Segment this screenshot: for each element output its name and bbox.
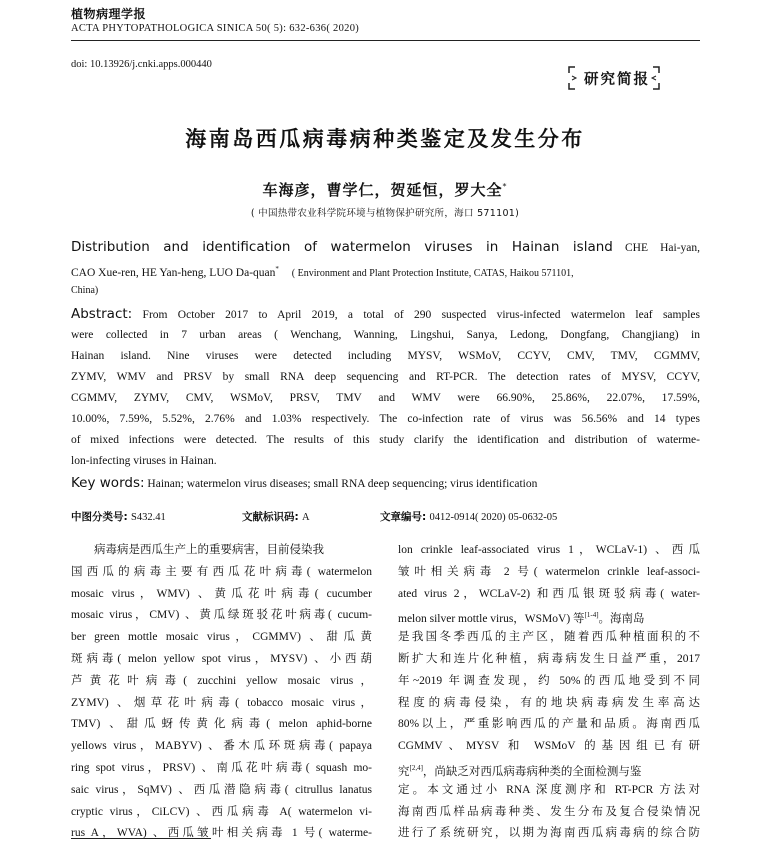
authors-cn bbox=[0, 179, 770, 200]
affiliation-cn: ( 中国热带农业科学院环境与植物保护研究所，海口 571101) bbox=[250, 208, 520, 219]
body-line: rus A，WVA) 、西瓜皱叶相关病毒 1 号( waterme- bbox=[71, 827, 372, 840]
footnote-rule bbox=[71, 838, 211, 839]
english-authors-line2: CAO Xue-ren, HE Yan-heng, LUO Da-quan bbox=[71, 266, 276, 279]
body-line: 进行了系统研究，以期为海南西瓜病毒病的综合防 bbox=[398, 827, 700, 840]
body-line: CGMMV、MYSV 和 WSMoV 的基因组已有研 bbox=[398, 740, 700, 753]
english-affiliation: ( Environment and Plant Protection Institute, CATAS, Haikou 571101, bbox=[291, 267, 574, 279]
body-line: TMV) 、甜瓜蚜传黄化病毒( melon aphid-borne bbox=[71, 718, 372, 731]
body-line: 80%以上，严重影响西瓜的产量和品质。海南西瓜 bbox=[398, 718, 700, 731]
doc-code-label: 文献标识码: bbox=[242, 511, 299, 523]
body-line: ber green mottle mosaic virus，CGMMV) 、甜瓜黄 bbox=[71, 631, 372, 644]
abstract-line: lon-infecting viruses in Hainan. bbox=[71, 455, 217, 467]
clc-value: S432.41 bbox=[131, 512, 166, 523]
journal-name-cn: 植物病理学报 bbox=[71, 7, 147, 21]
keywords-label: Key words: bbox=[71, 475, 145, 491]
english-title-line bbox=[71, 237, 700, 259]
abstract-line: were collected in 7 urban areas ( Wenchang, Wanning, Lingshui, Sanya, Ledong, Dongfang, Changjiang) in bbox=[71, 329, 700, 341]
abstract-text-0: From October 2017 to April 2019, a total of 290 suspected virus-infected watermelon leaf samples bbox=[142, 309, 700, 321]
citation: [2,4] bbox=[409, 763, 423, 772]
english-authors-line bbox=[71, 259, 700, 280]
english-corresponding-mark: * bbox=[275, 265, 279, 273]
body-line: yellows virus，MABYV) 、番木瓜环斑病毒( papaya bbox=[71, 740, 372, 753]
abstract-line bbox=[71, 304, 700, 325]
abstract bbox=[71, 304, 700, 494]
body-line: mosaic virus，WMV) 、黄瓜花叶病毒( cucumber bbox=[71, 587, 372, 600]
body-line-text: ，尚缺乏对西瓜病毒病种类的全面检测与鉴 bbox=[422, 765, 642, 778]
keywords-line bbox=[71, 473, 700, 494]
authors-cn-text: 车海彦，曹学仁，贺延恒，罗大全 bbox=[262, 181, 503, 199]
english-title: Distribution and identification of watermelon viruses in Hainan island bbox=[71, 239, 613, 255]
body-line: 定。本文通过小 RNA 深度测序和 RT-PCR 方法对 bbox=[398, 783, 700, 796]
body-line-text: 。海南岛 bbox=[598, 613, 645, 626]
keywords-text: Hainan; watermelon virus diseases; small RNA deep sequencing; virus identification bbox=[147, 478, 538, 490]
body-right-column bbox=[398, 540, 700, 845]
body-left-column bbox=[71, 540, 372, 845]
body-line: ring spot virus，PRSV) 、南瓜花叶病毒( squash mo- bbox=[71, 761, 372, 774]
english-authors-line1: CHE Hai-yan, bbox=[624, 242, 700, 254]
section-badge bbox=[566, 64, 662, 92]
body-line: ZYMV) 、烟草花叶病毒( tobacco mosaic virus， bbox=[71, 696, 372, 709]
abstract-line: CGMMV, ZYMV, CMV, WSMoV, PRSV, TMV and WMV were 66.90%, 25.86%, 22.07%, 17.59%, bbox=[71, 392, 700, 404]
article-number bbox=[380, 509, 557, 524]
abstract-line: of mixed infections were detected. The results of this study clarify the identification and distribution of waterme- bbox=[71, 434, 700, 446]
clc-label: 中图分类号: bbox=[71, 511, 128, 523]
body-line: 皱叶相关病毒 2 号( watermelon crinkle leaf-associ- bbox=[398, 565, 700, 578]
journal-issue-line: ACTA PHYTOPATHOLOGICA SINICA 50( 5): 632-636( 2020) bbox=[71, 23, 360, 34]
citation: [1-4] bbox=[584, 611, 599, 620]
abstract-line: ZYMV, WMV and PRSV by small RNA deep sequencing and RT-PCR. The detection rates of MYSV, CCYV, bbox=[71, 371, 700, 383]
body-line bbox=[398, 605, 700, 627]
corresponding-mark: * bbox=[502, 182, 508, 191]
header-rule bbox=[71, 40, 700, 41]
doc-code-value: A bbox=[302, 512, 310, 523]
body-line: 芦黄花叶病毒( zucchini yellow mosaic virus， bbox=[71, 674, 372, 687]
body-line: saic virus，SqMV) 、西瓜潜隐病毒( citrullus lanatus bbox=[71, 783, 372, 796]
body-line-text: 究 bbox=[398, 765, 410, 778]
body-line: mosaic virus，CMV) 、黄瓜绿斑驳花叶病毒( cucum- bbox=[71, 609, 372, 622]
body-line: 断扩大和连片化种植，病毒病发生日益严重，2017 bbox=[398, 652, 700, 665]
body-line: cryptic virus，CiLCV) 、西瓜病毒 A( watermelon vi- bbox=[71, 805, 372, 818]
body-line: 是我国冬季西瓜的主产区，随着西瓜种植面积的不 bbox=[398, 631, 700, 644]
article-no-label: 文章编号: bbox=[380, 511, 427, 523]
badge-text: 研究简报 bbox=[584, 72, 650, 88]
body-line: 国西瓜的病毒主要有西瓜花叶病毒( watermelon bbox=[71, 565, 372, 578]
body-line: ated virus 2，WCLaV-2) 和西瓜银斑驳病毒( water- bbox=[398, 587, 700, 600]
body-line: 斑病毒( melon yellow spot virus，MYSV) 、小西葫 bbox=[71, 652, 372, 665]
doi: doi: 10.13926/j.cnki.apps.000440 bbox=[71, 59, 212, 70]
english-title-block bbox=[71, 237, 700, 301]
body-line: lon crinkle leaf-associated virus 1，WCLaV-1) 、西瓜 bbox=[398, 544, 700, 556]
abstract-line: 10.00%, 7.59%, 5.52%, 2.76% and 1.03% respectively. The co-infection rate of virus was 56.56% and 14 types bbox=[71, 413, 700, 425]
body-line bbox=[398, 758, 700, 780]
paper-title-cn: 海南岛西瓜病毒病种类鉴定及发生分布 bbox=[185, 127, 585, 151]
body-line: 海南西瓜样品病毒种类、发生分布及复合侵染情况 bbox=[398, 805, 700, 818]
body-line: 病毒病是西瓜生产上的重要病害，目前侵染我 bbox=[94, 544, 324, 556]
article-no-value: 0412-0914( 2020) 05-0632-05 bbox=[429, 512, 558, 523]
body-line-text: melon silver mottle virus，WSMoV) 等 bbox=[398, 613, 585, 626]
clc-number bbox=[71, 509, 166, 524]
body-line: 程度的病毒侵染，有的地块病毒病发生率高达 bbox=[398, 696, 700, 709]
body-line: 年~2019 年调查发现，约 50%的西瓜地受到不同 bbox=[398, 674, 700, 687]
english-affiliation-line3: China) bbox=[71, 285, 99, 296]
document-code bbox=[242, 509, 310, 524]
abstract-line: Hainan island. Nine viruses were detected including MYSV, WSMoV, CCYV, CMV, TMV, CGMMV, bbox=[71, 350, 700, 362]
abstract-label: Abstract: bbox=[71, 306, 133, 322]
